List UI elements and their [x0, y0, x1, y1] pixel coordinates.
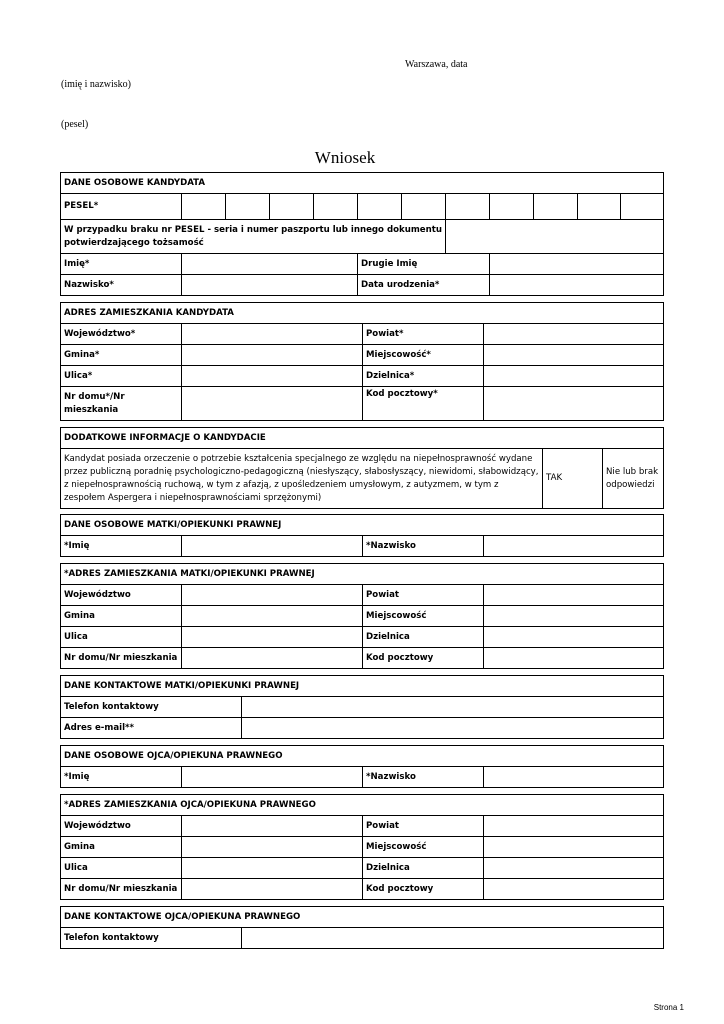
father-surname-field[interactable]	[484, 767, 664, 788]
mother-address-table	[60, 563, 664, 669]
house-no-label: Nr domu/Nr mieszkania	[61, 648, 182, 669]
section-heading: ADRES ZAMIESZKANIA KANDYDATA	[61, 303, 664, 324]
house-no-field[interactable]	[182, 879, 363, 900]
mother-email-field[interactable]	[242, 718, 664, 739]
house-no-label: Nr domu*/Nr mieszkania	[61, 387, 182, 421]
district-label: Dzielnica	[363, 858, 484, 879]
county-label: Powiat	[363, 816, 484, 837]
pesel-digit-field[interactable]	[490, 194, 534, 220]
mother-surname-field[interactable]	[484, 536, 664, 557]
name-label: (imię i nazwisko)	[61, 79, 131, 90]
county-label: Powiat	[363, 585, 484, 606]
pesel-digit-field[interactable]	[402, 194, 446, 220]
street-label: Ulica*	[61, 366, 182, 387]
district-field[interactable]	[484, 366, 664, 387]
passport-label: W przypadku braku nr PESEL - seria i numer paszportu lub innego dokumentu potwierdzającego tożsamość	[61, 220, 446, 254]
first-name-field[interactable]	[182, 254, 358, 275]
birth-date-label: Data urodzenia*	[358, 275, 490, 296]
pesel-digit-field[interactable]	[182, 194, 226, 220]
mother-phone-field[interactable]	[242, 697, 664, 718]
district-label: Dzielnica	[363, 627, 484, 648]
father-contact-table	[60, 906, 664, 949]
mother-phone-label: Telefon kontaktowy	[61, 697, 242, 718]
street-field[interactable]	[182, 858, 363, 879]
candidate-address-table	[60, 302, 664, 421]
father-address-table	[60, 794, 664, 900]
section-heading: *ADRES ZAMIESZKANIA MATKI/OPIEKUNKI PRAWNEJ	[61, 564, 664, 585]
section-heading: DANE OSOBOWE KANDYDATA	[61, 173, 664, 194]
section-heading: DODATKOWE INFORMACJE O KANDYDACIE	[61, 428, 664, 449]
commune-label: Gmina	[61, 606, 182, 627]
county-field[interactable]	[484, 816, 664, 837]
pesel-digit-field[interactable]	[446, 194, 490, 220]
mother-first-name-label: *Imię	[61, 536, 182, 557]
city-field[interactable]	[484, 606, 664, 627]
commune-field[interactable]	[182, 606, 363, 627]
pesel-digit-field[interactable]	[314, 194, 358, 220]
district-field[interactable]	[484, 858, 664, 879]
second-name-field[interactable]	[490, 254, 664, 275]
mother-personal-table	[60, 514, 664, 557]
candidate-personal-table	[60, 172, 664, 296]
additional-info-table	[60, 427, 664, 509]
pesel-digit-field[interactable]	[621, 194, 664, 220]
commune-field[interactable]	[182, 345, 363, 366]
passport-field[interactable]	[446, 220, 664, 254]
mother-contact-table	[60, 675, 664, 739]
section-heading: DANE KONTAKTOWE MATKI/OPIEKUNKI PRAWNEJ	[61, 676, 664, 697]
birth-date-field[interactable]	[490, 275, 664, 296]
father-first-name-label: *Imię	[61, 767, 182, 788]
section-heading: DANE OSOBOWE OJCA/OPIEKUNA PRAWNEGO	[61, 746, 664, 767]
voivodeship-label: Województwo	[61, 816, 182, 837]
postal-code-field[interactable]	[484, 387, 664, 421]
father-personal-table	[60, 745, 664, 788]
voivodeship-label: Województwo	[61, 585, 182, 606]
voivodeship-field[interactable]	[182, 816, 363, 837]
father-surname-label: *Nazwisko	[363, 767, 484, 788]
commune-label: Gmina	[61, 837, 182, 858]
mother-first-name-field[interactable]	[182, 536, 363, 557]
commune-label: Gmina*	[61, 345, 182, 366]
father-phone-label: Telefon kontaktowy	[61, 928, 242, 949]
house-no-label: Nr domu/Nr mieszkania	[61, 879, 182, 900]
city-label: Miejscowość*	[363, 345, 484, 366]
father-phone-field[interactable]	[242, 928, 664, 949]
city-field[interactable]	[484, 345, 664, 366]
no-option[interactable]: Nie lub brak odpowiedzi	[603, 449, 664, 509]
postal-code-label: Kod pocztowy	[363, 879, 484, 900]
street-field[interactable]	[182, 366, 363, 387]
street-label: Ulica	[61, 627, 182, 648]
city-label: Miejscowość	[363, 606, 484, 627]
district-field[interactable]	[484, 627, 664, 648]
pesel-digit-field[interactable]	[270, 194, 314, 220]
postal-code-label: Kod pocztowy*	[363, 387, 484, 421]
place-date: Warszawa, data	[405, 59, 468, 70]
voivodeship-field[interactable]	[182, 324, 363, 345]
page-title: Wniosek	[314, 148, 376, 167]
county-field[interactable]	[484, 324, 664, 345]
section-heading: DANE KONTAKTOWE OJCA/OPIEKUNA PRAWNEGO	[61, 907, 664, 928]
house-no-field[interactable]	[182, 387, 363, 421]
county-label: Powiat*	[363, 324, 484, 345]
section-heading: *ADRES ZAMIESZKANIA OJCA/OPIEKUNA PRAWNEGO	[61, 795, 664, 816]
city-field[interactable]	[484, 837, 664, 858]
county-field[interactable]	[484, 585, 664, 606]
postal-code-field[interactable]	[484, 648, 664, 669]
section-heading: DANE OSOBOWE MATKI/OPIEKUNKI PRAWNEJ	[61, 515, 664, 536]
second-name-label: Drugie Imię	[358, 254, 490, 275]
pesel-digit-field[interactable]	[358, 194, 402, 220]
pesel-digit-field[interactable]	[534, 194, 578, 220]
pesel-digit-field[interactable]	[226, 194, 270, 220]
city-label: Miejscowość	[363, 837, 484, 858]
first-name-label: Imię*	[61, 254, 182, 275]
voivodeship-field[interactable]	[182, 585, 363, 606]
district-label: Dzielnica*	[363, 366, 484, 387]
disability-statement: Kandydat posiada orzeczenie o potrzebie kształcenia specjalnego ze względu na niepełnosprawność wydane przez publiczną poradnię psychologiczno-pedagogiczną (niesłyszący, słabosłyszący, niewidomi, słabowidzący, z niepełnosprawnością ruchową, w tym z afazją, z upośledzeniem umysłowym, z autyzmem, w tym z zespołem Aspergera i niepełnosprawnościami sprzężonymi)	[61, 449, 543, 509]
surname-field[interactable]	[182, 275, 358, 296]
yes-option[interactable]: TAK	[543, 449, 603, 509]
voivodeship-label: Województwo*	[61, 324, 182, 345]
pesel-digit-field[interactable]	[578, 194, 621, 220]
page-number: Strona 1	[653, 1003, 684, 1012]
mother-surname-label: *Nazwisko	[363, 536, 484, 557]
street-label: Ulica	[61, 858, 182, 879]
pesel-label-cell: PESEL*	[61, 194, 182, 220]
surname-label: Nazwisko*	[61, 275, 182, 296]
father-first-name-field[interactable]	[182, 767, 363, 788]
street-field[interactable]	[182, 627, 363, 648]
pesel-label: (pesel)	[61, 119, 89, 130]
postal-code-field[interactable]	[484, 879, 664, 900]
commune-field[interactable]	[182, 837, 363, 858]
house-no-field[interactable]	[182, 648, 363, 669]
mother-email-label: Adres e-mail**	[61, 718, 242, 739]
postal-code-label: Kod pocztowy	[363, 648, 484, 669]
